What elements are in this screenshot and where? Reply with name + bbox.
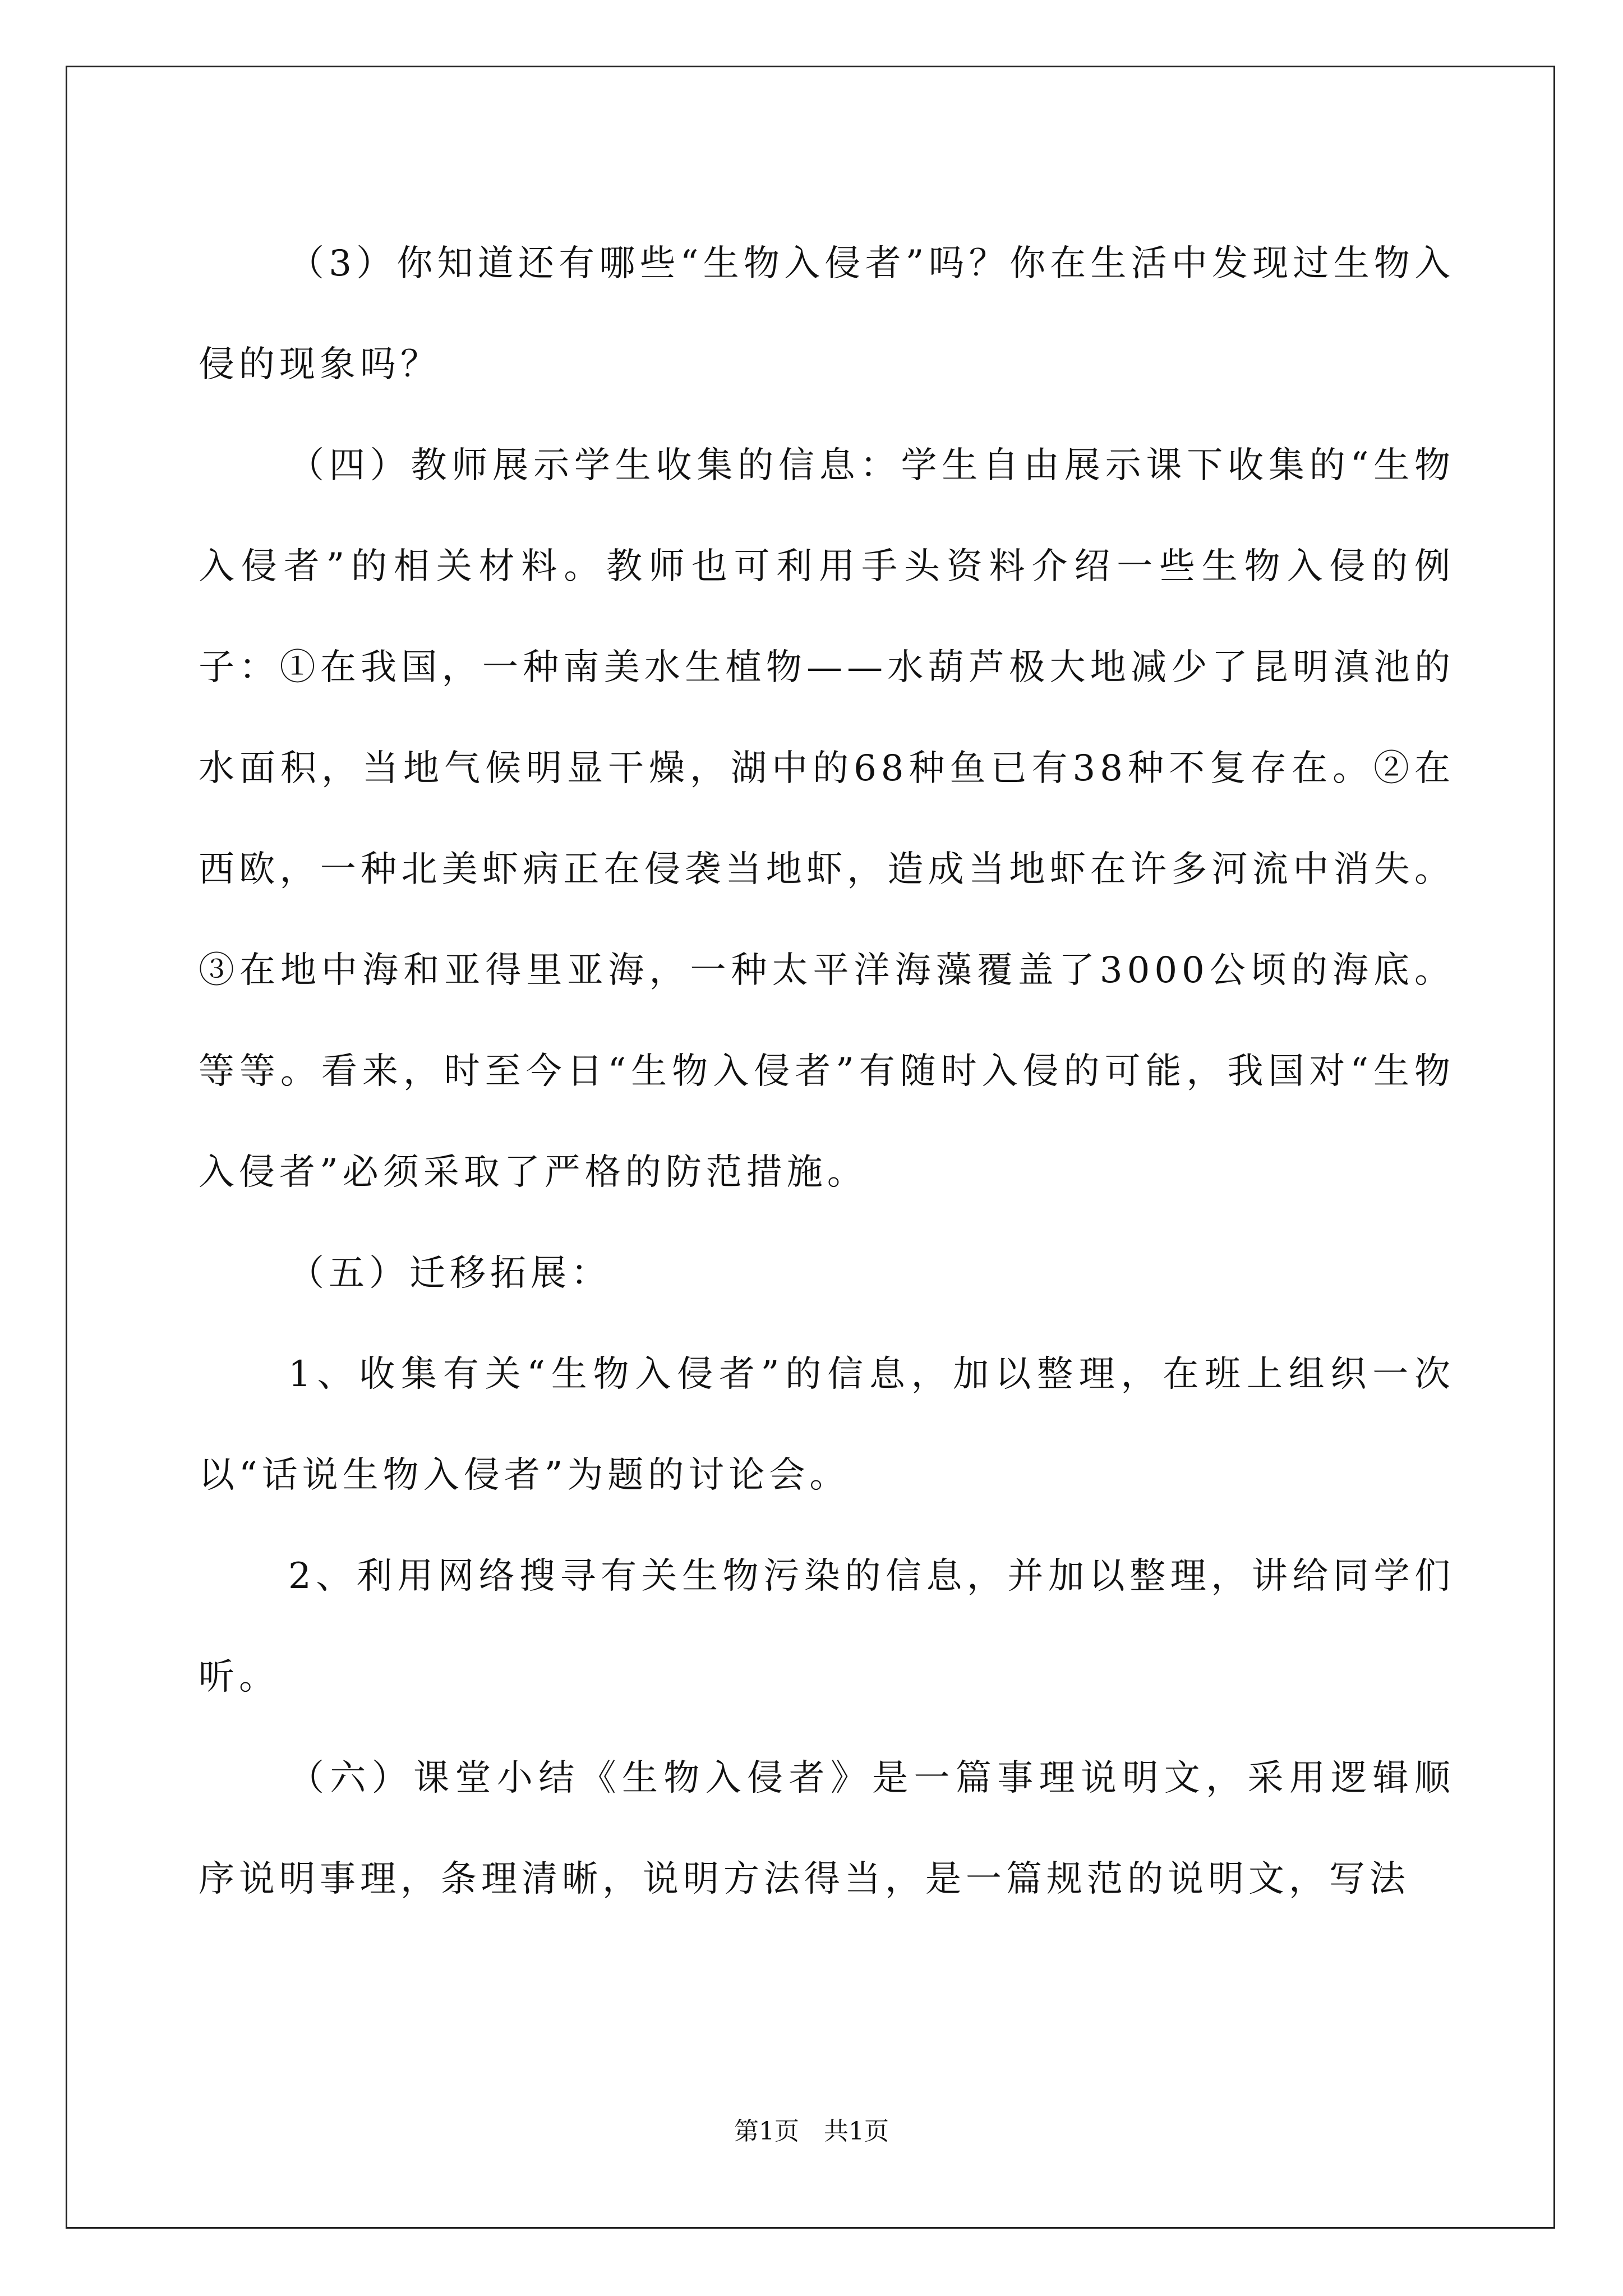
page-number-footer: 第1页 共1页 <box>734 2117 889 2146</box>
paragraph-section-5-heading: （五）迁移拓展： <box>288 1253 611 1294</box>
paragraph-section-4: （四）教师展示学生收集的信息：学生自由展示课下收集的“生物入侵者”的相关材料。教师也可利用手头资料介绍一些生物入侵的例子：①在我国，一种南美水生植物——水葫芦极大地减少了昆明滇池的水面积，当地气候明显干燥，湖中的68种鱼已有38种不复存在。②在西欧，一种北美虾病正在侵袭当地虾，造成当地虾在许多河流中消失。③在地中海和亚得里亚海，一种太平洋海藻覆盖了3000公顷的海底。等等。看来，时至今日“生物入侵者”有随时入侵的可能，我国对“生物入侵者”必须采取了严格的防范措施。 <box>199 445 1455 1193</box>
paragraph-section-6: （六）课堂小结《生物入侵者》是一篇事理说明文，采用逻辑顺序说明事理，条理清晰，说明方法得当，是一篇规范的说明文，写法 <box>199 1757 1455 1900</box>
document-body <box>199 213 1455 1930</box>
paragraph-task-1: 1、收集有关“生物入侵者”的信息，加以整理，在班上组织一次以“话说生物入侵者”为题的讨论会。 <box>199 1354 1455 1496</box>
paragraph-question-3: （3）你知道还有哪些“生物入侵者”吗？你在生活中发现过生物入侵的现象吗？ <box>199 243 1455 385</box>
paragraph-task-2: 2、利用网络搜寻有关生物污染的信息，并加以整理，讲给同学们听。 <box>199 1556 1455 1698</box>
